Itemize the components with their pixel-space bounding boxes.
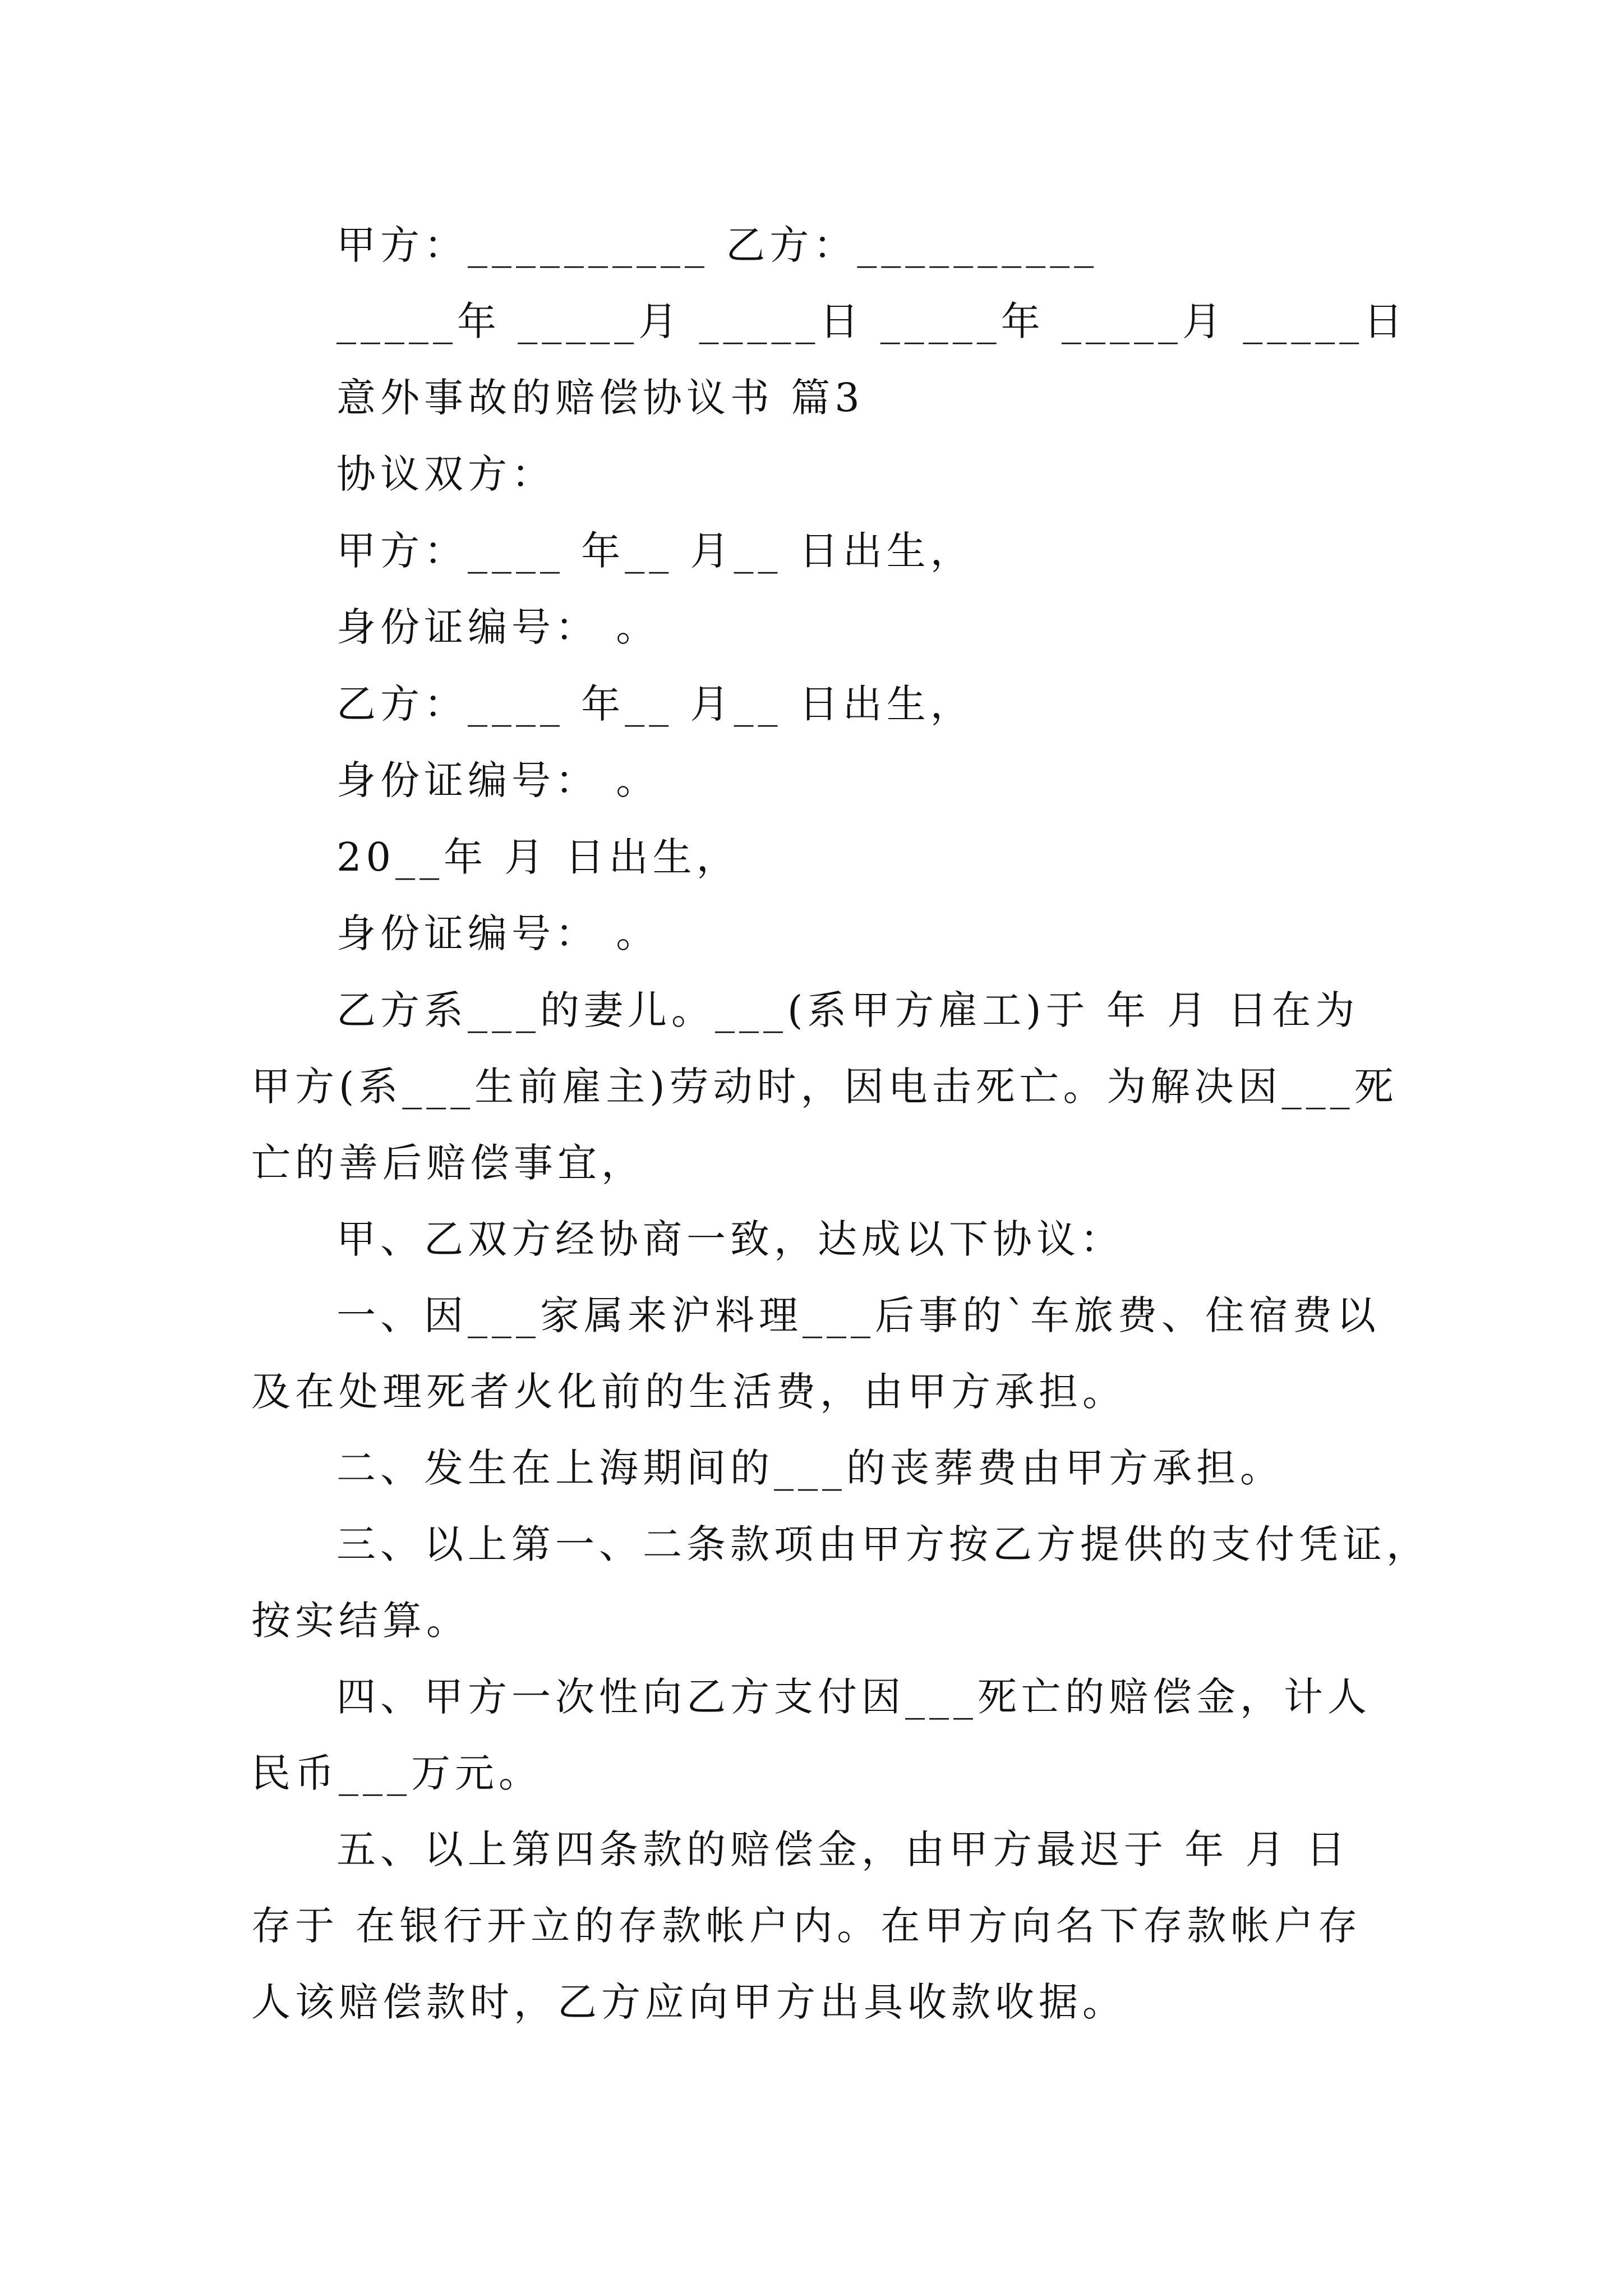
paragraph-line: 甲、乙双方经协商一致，达成以下协议：	[336, 1216, 1124, 1262]
paragraph-line: 民币___万元。	[251, 1750, 542, 1796]
parties-heading: 协议双方：	[336, 451, 555, 497]
paragraph-line: 乙方系___的妻儿。___(系甲方雇工)于 年 月 日在为	[336, 987, 1359, 1033]
paragraph-line: 按实结算。	[251, 1598, 470, 1644]
date-line: _____年 _____月 _____日 _____年 _____月 _____日	[336, 298, 1408, 344]
paragraph-line: 及在处理死者火化前的生活费，由甲方承担。	[251, 1369, 1126, 1415]
paragraph-line: 存于 在银行开立的存款帐户内。在甲方向名下存款帐户存	[251, 1903, 1362, 1949]
third-party-id: 身份证编号： 。	[336, 910, 660, 956]
paragraph-line: 四、甲方一次性向乙方支付因___死亡的赔偿金，计人	[336, 1674, 1371, 1720]
party-b-id: 身份证编号： 。	[336, 757, 660, 803]
signature-line: 甲方：__________ 乙方：__________	[336, 222, 1099, 268]
third-party-birth: 20__年 月 日出生，	[336, 834, 740, 880]
paragraph-line: 甲方(系___生前雇主)劳动时，因电击死亡。为解决因___死	[251, 1064, 1398, 1110]
paragraph-line: 一、因___家属来沪料理___后事的`车旅费、住宿费以	[336, 1292, 1380, 1338]
paragraph-line: 三、以上第一、二条款项由甲方按乙方提供的支付凭证，	[336, 1521, 1430, 1567]
paragraph-line: 亡的善后赔偿事宜，	[251, 1140, 645, 1186]
section-title: 意外事故的赔偿协议书 篇3	[336, 375, 864, 421]
party-a-birth: 甲方：____ 年__ 月__ 日出生，	[336, 528, 974, 574]
paragraph-line: 五、以上第四条款的赔偿金，由甲方最迟于 年 月 日	[336, 1826, 1350, 1872]
party-b-birth: 乙方：____ 年__ 月__ 日出生，	[336, 681, 974, 727]
party-a-id: 身份证编号： 。	[336, 604, 660, 650]
paragraph-line: 人该赔偿款时，乙方应向甲方出具收款收据。	[251, 1979, 1126, 2025]
paragraph-line: 二、发生在上海期间的___的丧葬费由甲方承担。	[336, 1445, 1284, 1491]
